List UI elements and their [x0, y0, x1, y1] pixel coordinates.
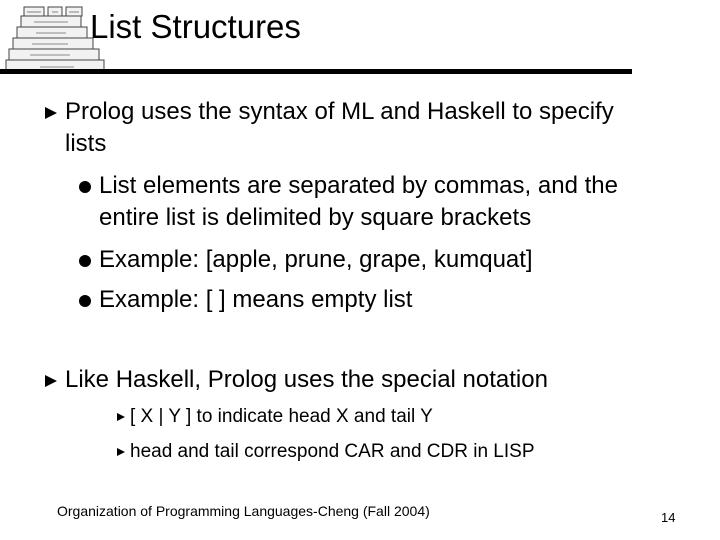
triangle-bullet-icon: [44, 374, 58, 388]
round-bullet-icon: [79, 255, 91, 267]
sub-bullet-item: [79, 285, 412, 315]
round-bullet-icon: [79, 295, 91, 307]
sub-bullet-text: Example: [ ] means empty list: [99, 286, 413, 313]
sub-bullet-item: [116, 405, 433, 429]
footer-text: Organization of Programming Languages-Cheng (Fall 2004): [57, 503, 430, 519]
sub-bullet-text: [ X | Y ] to indicate head X and tail Y: [130, 406, 433, 427]
triangle-bullet-icon: [44, 106, 58, 120]
bullet-text: Prolog uses the syntax of ML and Haskell to specify: [65, 98, 614, 125]
sub-bullet-continuation: entire list is delimited by square brackets: [99, 204, 532, 231]
sub-bullet-item: [79, 245, 533, 275]
bullet-item: [44, 97, 614, 127]
page-number: 14: [661, 510, 676, 525]
bullet-item: [44, 365, 548, 395]
bullet-text: Like Haskell, Prolog uses the special notation: [65, 366, 548, 393]
sub-bullet-text: head and tail correspond CAR and CDR in LISP: [130, 441, 535, 462]
slide-title: List Structures: [90, 8, 301, 45]
title-divider: [0, 69, 632, 74]
round-bullet-icon: [79, 181, 91, 193]
sub-bullet-item: [116, 440, 535, 464]
sub-bullet-text: List elements are separated by commas, and the: [99, 172, 618, 199]
triangle-bullet-icon: [116, 412, 126, 422]
sub-bullet-text: Example: [apple, prune, grape, kumquat]: [99, 246, 533, 273]
sub-bullet-item: [79, 171, 618, 201]
triangle-bullet-icon: [116, 447, 126, 457]
bullet-continuation: lists: [65, 130, 107, 157]
